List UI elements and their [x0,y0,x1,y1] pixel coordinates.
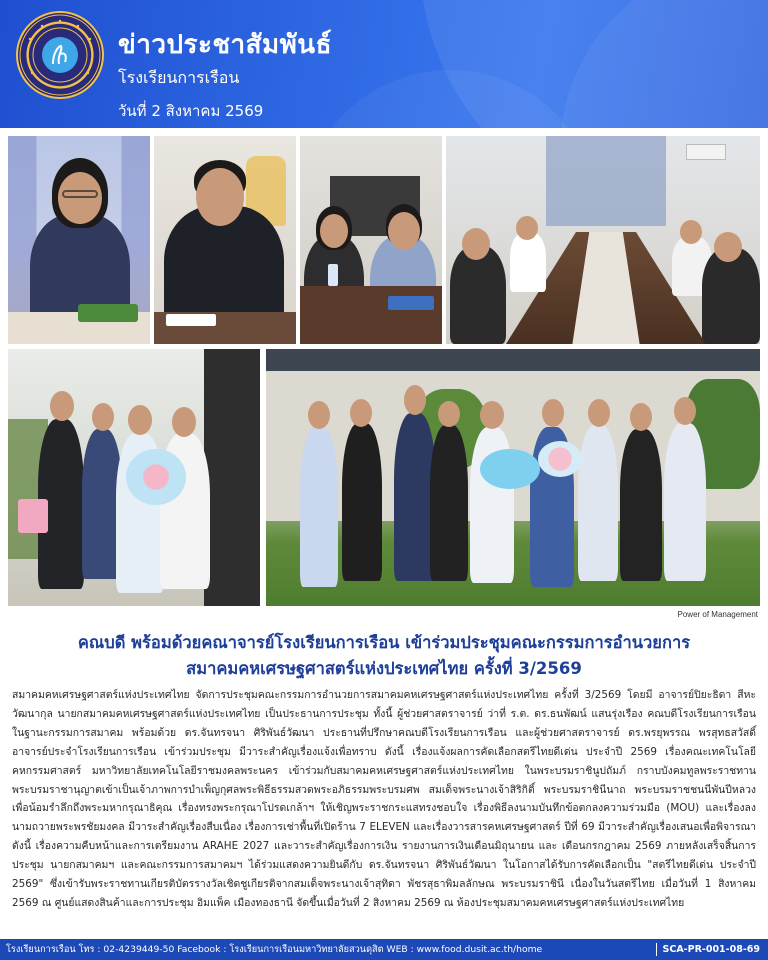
headline-line-2: สมาคมคหเศรษฐศาสตร์แห่งประเทศไทย ครั้งที่ 3/2569 [186,659,582,678]
header-banner [0,0,768,128]
photo-group-outdoor [266,349,760,606]
photo-credit: Power of Management [677,610,758,619]
university-logo [16,11,104,99]
photo-dean [154,136,296,344]
footer-divider [656,943,657,956]
photo-committee-members [300,136,442,344]
logo-emblem-icon [42,37,78,73]
headline-line-1: คณบดี พร้อมด้วยคณาจารย์โรงเรียนการเรือน เข้าร่วมประชุมคณะกรรมการอำนวยการ [77,633,691,652]
footer-bar [0,939,768,960]
news-body: สมาคมคหเศรษฐศาสตร์แห่งประเทศไทย จัดการประชุมคณะกรรมการอำนวยการสมาคมคหเศรษฐศาสตร์แห่งประเทศไทย ครั้งที่ 3/2569 โดยมี อาจารย์ปิยะธิดา สีหะวัฒนากุล นายกสมาคมคหเศรษฐศาสตร์แห่งประเทศไทย เป็นประธานการประชุม ทั้งนี้ ผู้ช่วยศาสตราจารย์ ว่าที่ ร.ต. ดร.ธนพัฒน์ แสนรุ่งเรือง คณบดีโรงเรียนการเรือน ในฐานะกรรมการสมาคม พร้อมด้วย ดร.จันทรจนา ศิริพันธ์วัฒนา ประธานที่ปรึกษาคณบดีโรงเรียนการเรือน และผู้ช่วยศาสตราจารย์ ดร.พรยุพรรณ พรสุทธสวัสดิ์ อาจารย์ประจำโรงเรียนการเรือน เข้าร่วมประชุม มีวาระสำคัญเรื่องแจ้งเพื่อทราบ ดังนี้ เรื่องแจ้งผลการคัดเลือกสตรีไทยดีเด่น ประจำปี 2569 เรื่องคณะเทคโนโลยีคหกรรมศาสตร์ มหาวิทยาลัยเทคโนโลยีราชมงคลพระนคร เข้าร่วมกับสมาคมคหเศรษฐศาสตร์แห่งประเทศไทย ในพระบรมราชินูปถัมภ์ กราบบังคมทูลพระราชทานพระบรมราชานุญาตเข้าเป็นเจ้าภาพการบำเพ็ญกุศลพระพิธีธรรมสวดพระอภิธรรมพระบรมศพ สมเด็จพระนางเจ้าสิริกิติ์ พระบรมราชินีนาถ พระบรมราชชนนีพันปีหลวง เพื่อน้อมรำลึกถึงพระมหากรุณาธิคุณ เรื่องทรงพระกรุณาโปรดเกล้าฯ ให้เชิญพระราชกระแสทรงชอบใจ เรื่องพิธีลงนามบันทึกข้อตกลงความร่วมมือ (MOU) และเรื่องลงนามถวายพระพรชัยมงคล มีวาระสำคัญเรื่องสืบเนื่อง เรื่องการเช่าพื้นที่เปิดร้าน 7 ELEVEN และเรื่องวารสารคหเศรษฐศาสตร์ ปีที่ 69 มีวาระสำคัญเรื่องเสนอเพื่อพิจารณา ดังนี้ เรื่องความคืบหน้าและการเตรียมงาน ARAHE 2027 และวาระสำคัญเรื่องการเงิน รายงานการเงินเดือนมิถุนายน และ เดือนกรกฎาคม 2569 ภายหลังเสร็จสิ้นการประชุม นายกสมาคมฯ และคณะกรรมการสมาคมฯ ได้ร่วมแสดงความยินดีกับ ดร.จันทรจนา ศิริพันธ์วัฒนา ในโอกาสได้รับการคัดเลือกเป็น "สตรีไทยดีเด่น ประจำปี 2569" ซึ่งเข้ารับพระราชทานเกียรติบัตรรางวัลเชิดชูเกียรติจากสมเด็จพระนางเจ้าสุทิดา พัชรสุธาพิมลลักษณ พระบรมราชินี เนื่องในวันสตรีไทย เมื่อวันที่ 1 สิงหาคม 2569 ณ ศูนย์แสดงสินค้าและการประชุม อิมแพ็ค เมืองทองธานี จัดขึ้นเมื่อวันที่ 2 สิงหาคม 2569 ณ ห้องประชุมสมาคมคหเศรษฐศาสตร์แห่งประเทศไทย [12,689,756,909]
photo-meeting-room [446,136,760,344]
news-headline [10,630,758,682]
news-date: วันที่ 2 สิงหาคม 2569 [118,102,264,120]
page-title: ข่าวประชาสัมพันธ์ [118,30,332,60]
document-code: SCA-PR-001-08-69 [662,944,760,955]
footer-contact: โรงเรียนการเรือน โทร : 02-4239449-50 Facebook : โรงเรียนการเรือนมหาวิทยาลัยสวนดุสิต WEB : www.food.dusit.ac.th/home [6,944,543,955]
photo-chairwoman [8,136,150,344]
school-name: โรงเรียนการเรือน [118,68,240,87]
photo-congratulation-small [8,349,260,606]
